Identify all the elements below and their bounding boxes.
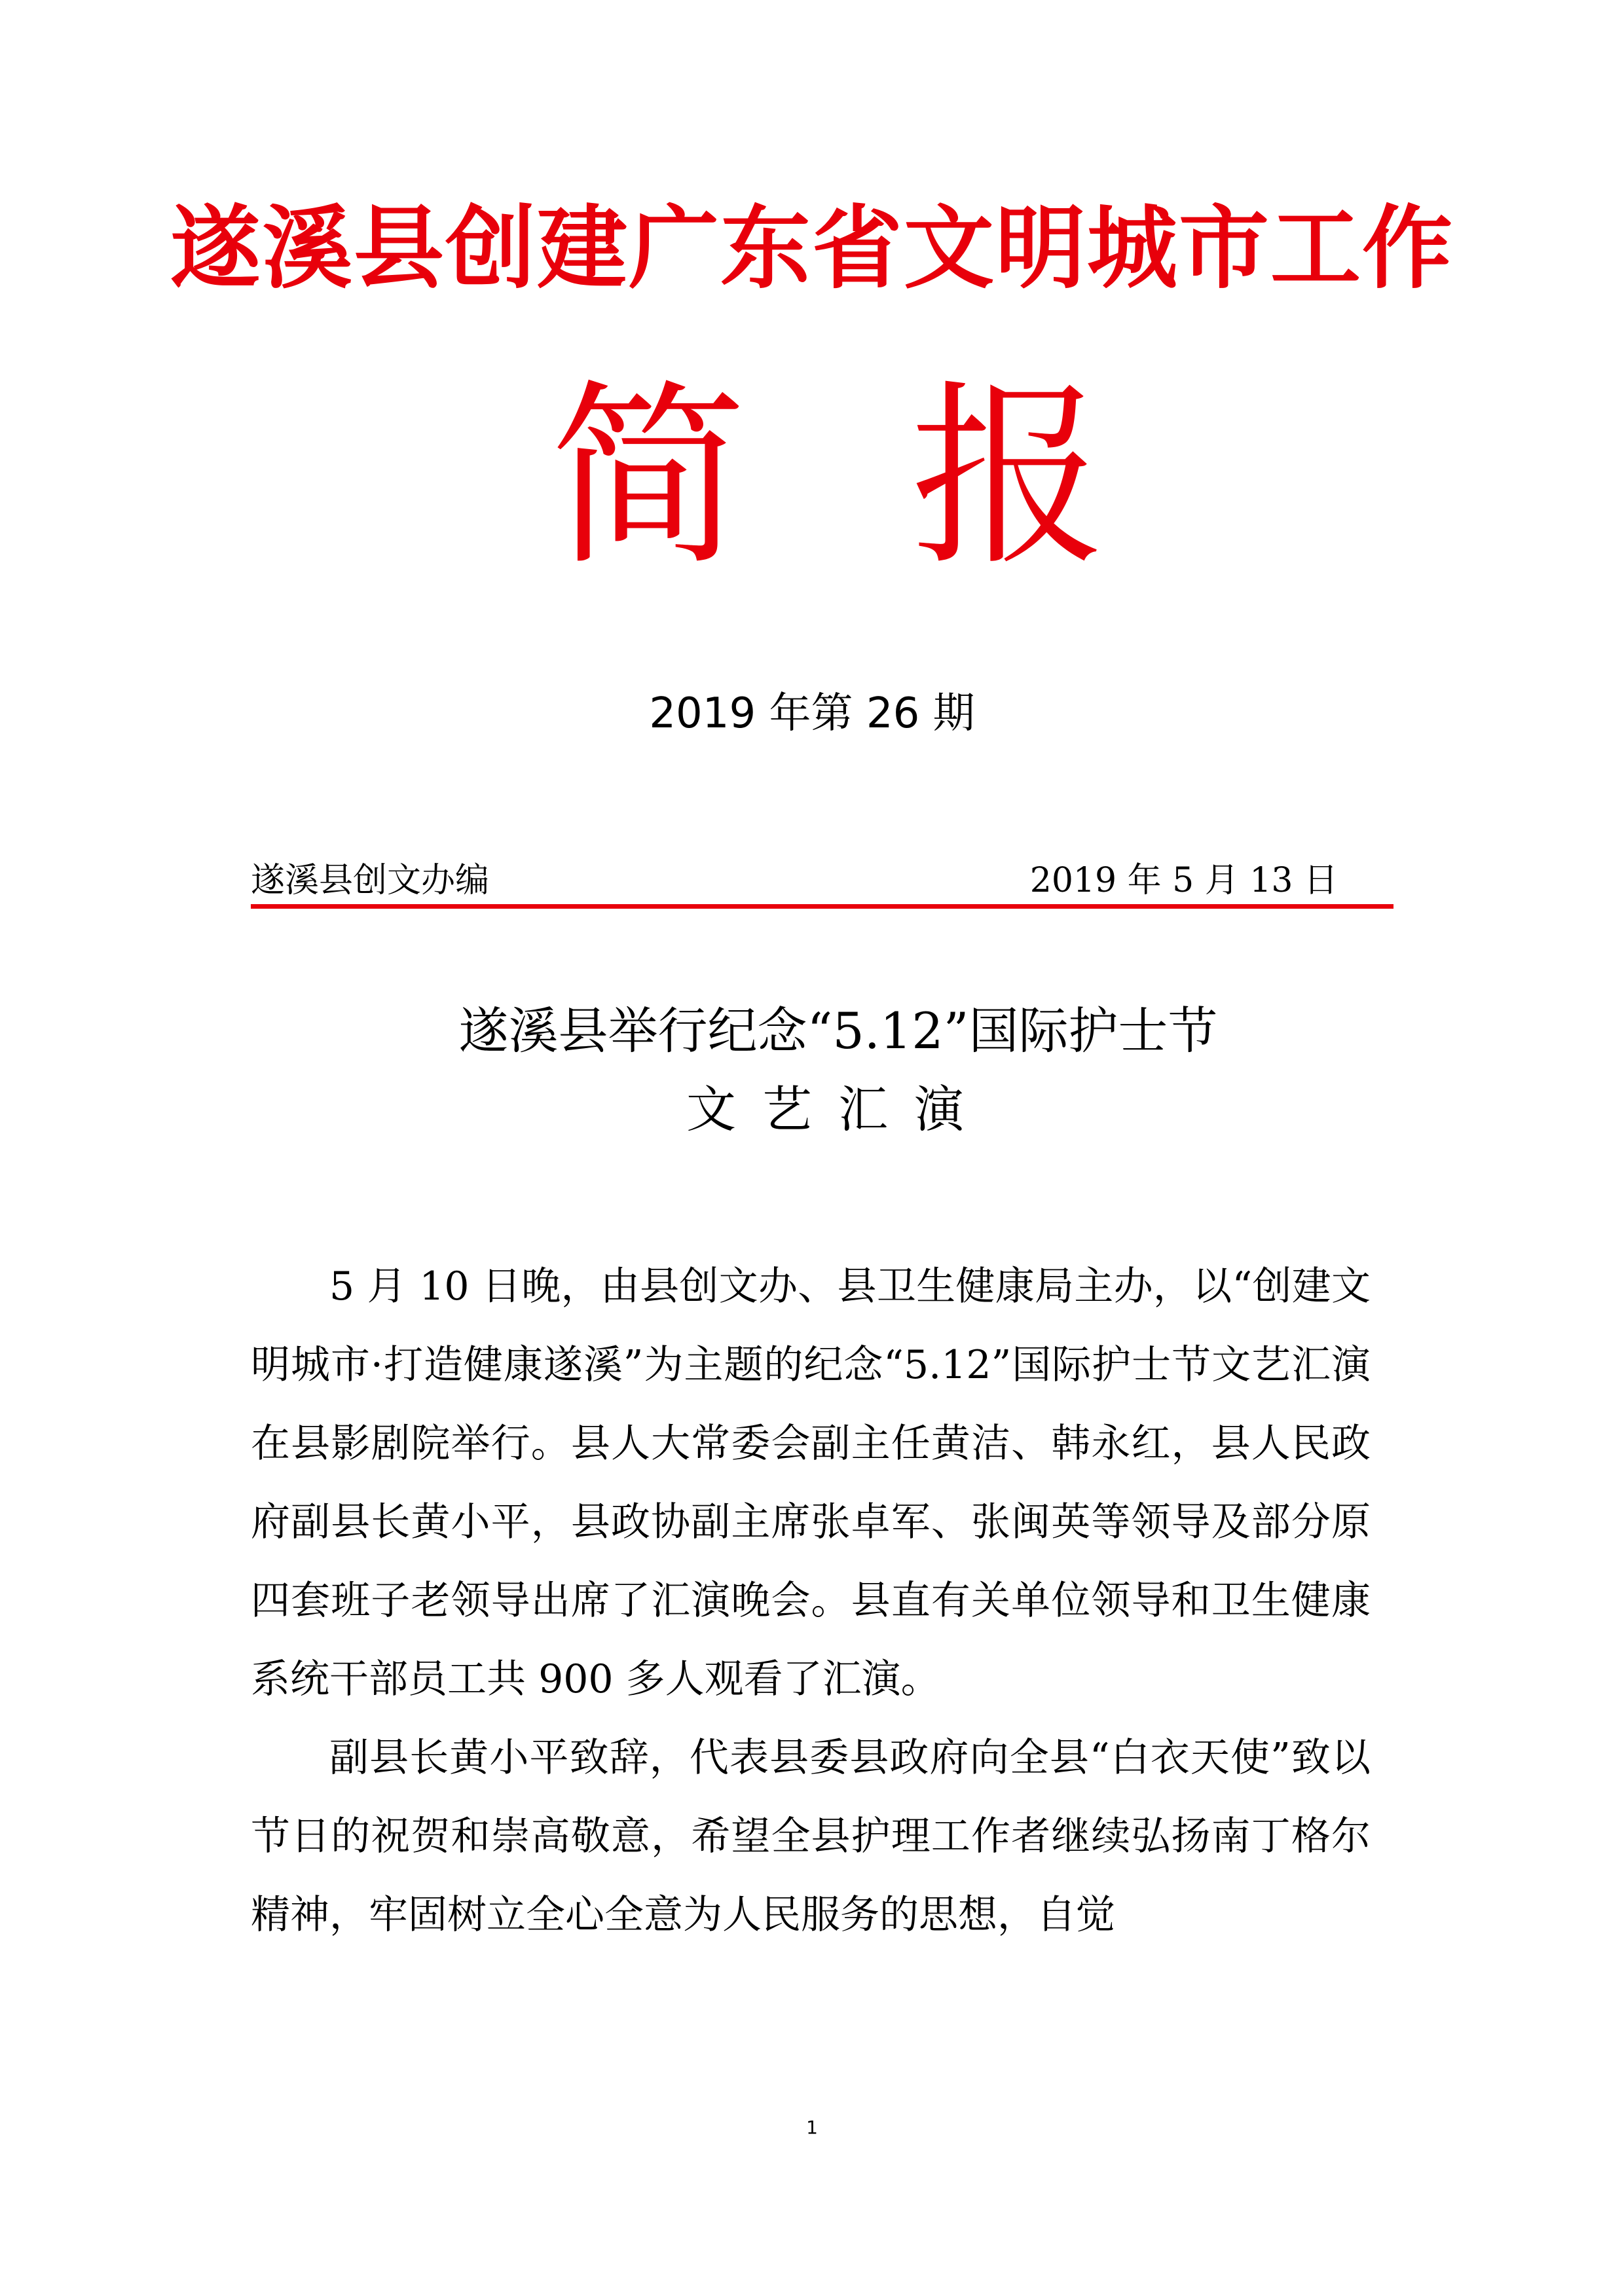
masthead-big-char-left: 简 bbox=[550, 363, 747, 592]
page-number: 1 bbox=[806, 2117, 818, 2138]
masthead-briefing bbox=[0, 363, 1624, 592]
paragraph: 副县长黄小平致辞，代表县委县政府向全县“白衣天使”致以节日的祝贺和崇高敬意，希望全县护理工作者继续弘扬南丁格尔精神，牢固树立全心全意为人民服务的思想，自觉 bbox=[251, 1735, 1371, 1938]
headline-line-1: 遂溪县举行纪念“5.12”国际护士节 bbox=[458, 1002, 1218, 1060]
publish-date: 2019 年 5 月 13 日 bbox=[1029, 861, 1338, 900]
article-body bbox=[251, 1247, 1371, 1954]
paragraph: 5 月 10 日晚，由县创文办、县卫生健康局主办，以“创建文明城市·打造健康遂溪”为主题的纪念“5.12”国际护士节文艺汇演在县影剧院举行。县人大常委会副主任黄洁、韩永红，县人民政府副县长黄小平，县政协副主席张卓军、张闽英等领导及部分原四套班子老领导出席了汇演晚会。县直有关单位领导和卫生健康系统干部员工共 900 多人观看了汇演。 bbox=[251, 1264, 1371, 1702]
article-headline bbox=[0, 992, 1624, 1149]
red-divider-rule bbox=[251, 904, 1393, 909]
meta-row bbox=[251, 854, 1371, 907]
masthead-big-char-right: 报 bbox=[910, 363, 1107, 592]
headline-line-2: 文艺汇演 bbox=[686, 1080, 990, 1139]
editor-label: 遂溪县创文办编 bbox=[251, 861, 490, 900]
issue-number: 2019 年第 26 期 bbox=[649, 689, 975, 738]
masthead-title: 遂溪县创建广东省文明城市工作 bbox=[170, 196, 1454, 301]
